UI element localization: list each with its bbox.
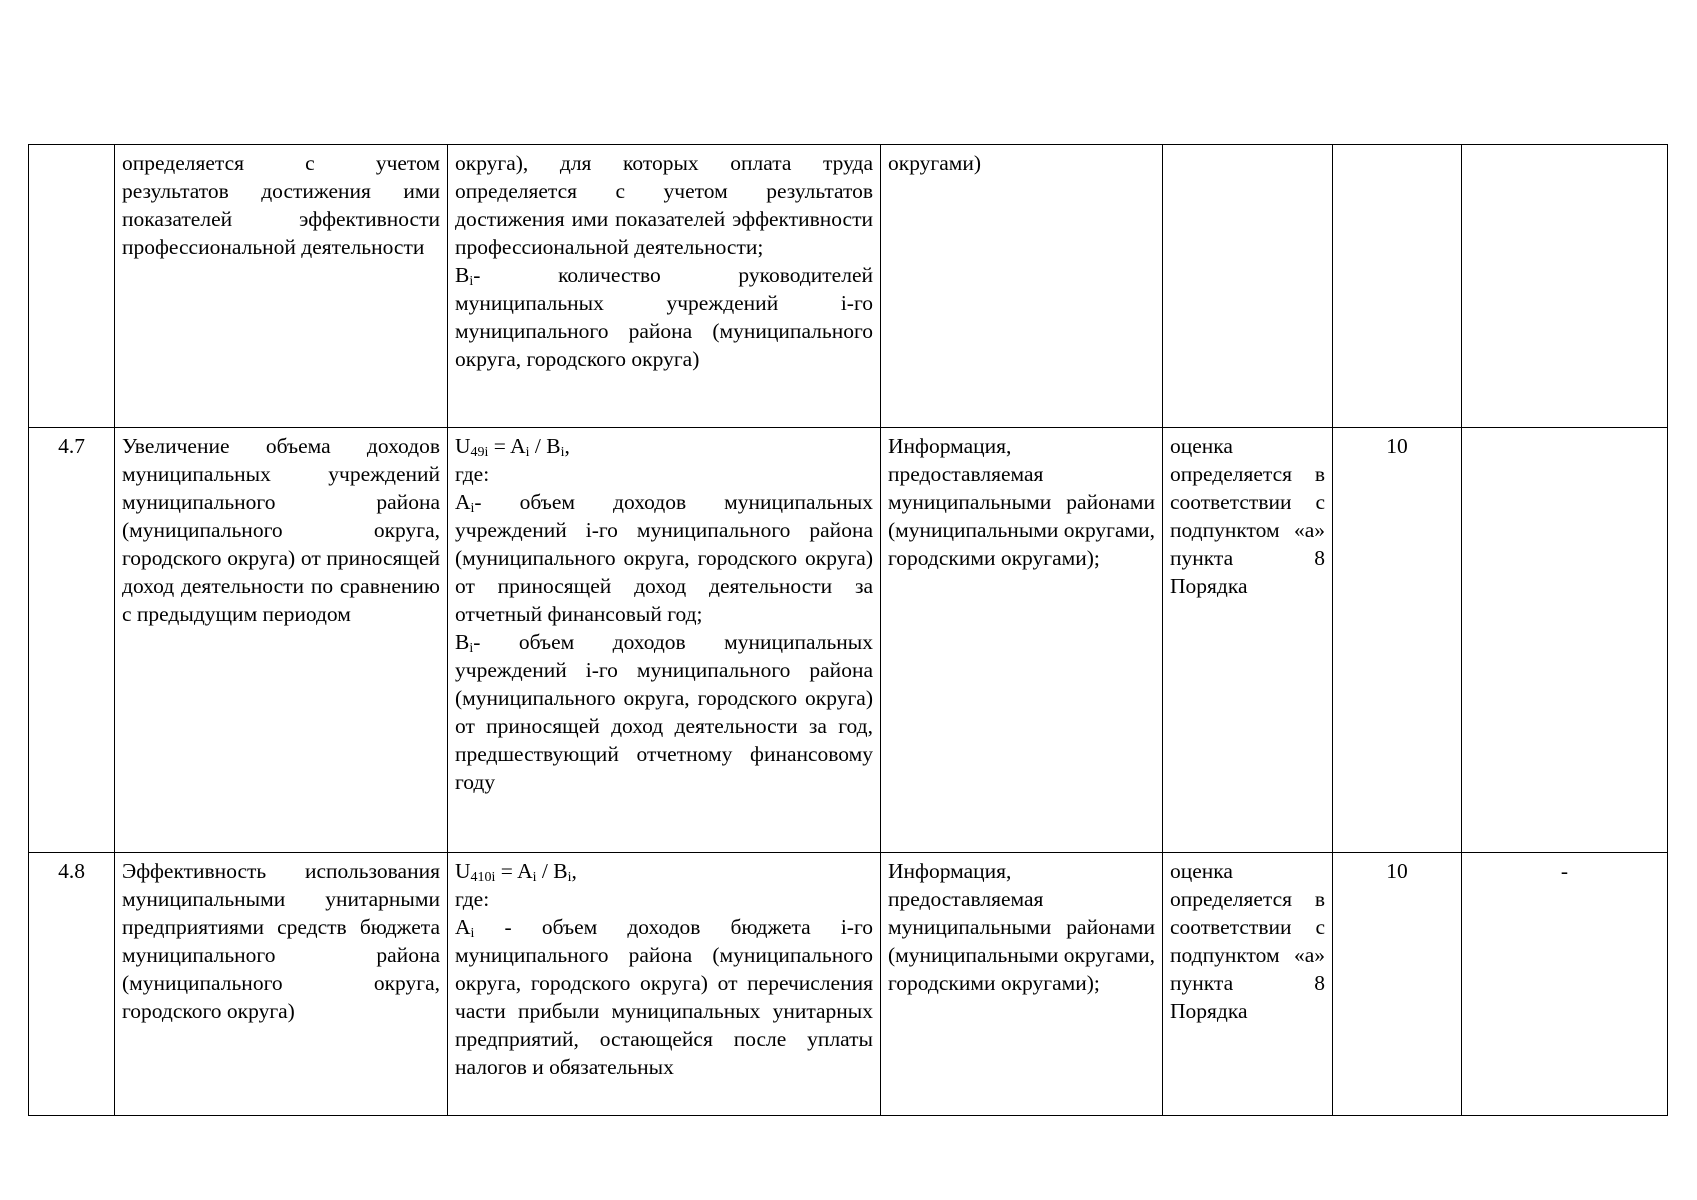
note-cell — [1462, 145, 1668, 428]
row-number-cell: 4.7 — [29, 428, 115, 853]
indicator-name-cell: Эффективность использования муниципальными унитарными предприятиями средств бюджета муниципального района (муниципального округа, городского округа) — [115, 853, 448, 1116]
note-cell: - — [1462, 853, 1668, 1116]
method-cell: оценка определяется в соответствии с подпунктом «а» пункта 8 Порядка — [1163, 428, 1333, 853]
table-row — [29, 145, 1668, 428]
note-cell — [1462, 428, 1668, 853]
method-cell: оценка определяется в соответствии с подпунктом «а» пункта 8 Порядка — [1163, 853, 1333, 1116]
calculation-cell — [448, 145, 881, 428]
where-label: где: — [455, 462, 490, 486]
points-cell: 10 — [1333, 428, 1462, 853]
row-number-cell — [29, 145, 115, 428]
calculation-cell — [448, 428, 881, 853]
calculation-cell — [448, 853, 881, 1116]
source-cell: Информация, предоставляемая муниципальными районами (муниципальными округами, городскими округами); — [881, 853, 1163, 1116]
indicators-table — [28, 144, 1668, 1116]
indicator-name-cell: Увеличение объема доходов муниципальных учреждений муниципального района (муниципального округа, городского округа) от приносящей доход деятельности по сравнению с предыдущим периодом — [115, 428, 448, 853]
row-number-cell: 4.8 — [29, 853, 115, 1116]
calculation-text: округа), для которых оплата труда определяется с учетом результатов достижения ими показателей эффективности профессиональной деятельности; — [455, 151, 873, 259]
definition-b: $B_i-$ объем доходов муниципальных учреждений i-го муниципального района (муниципального округа, городского округа) от приносящей доход деятельности за год, предшествующий отчетному финансовому году — [455, 630, 873, 794]
points-cell — [1333, 145, 1462, 428]
table-row — [29, 853, 1668, 1116]
source-cell: Информация, предоставляемая муниципальными районами (муниципальными округами, городскими округами); — [881, 428, 1163, 853]
definition-a: $A_i$ - объем доходов бюджета i-го муниципального района (муниципального округа, городского округа) от перечисления части прибыли муниципальных унитарных предприятий, остающейся после уплаты налогов и обязательных — [455, 915, 873, 1079]
definition-b: $B_i-$ количество руководителей муниципальных учреждений i-го муниципального района (муниципального округа, городского округа) — [455, 263, 873, 371]
table-row — [29, 428, 1668, 853]
where-label: где: — [455, 887, 490, 911]
method-cell — [1163, 145, 1333, 428]
source-cell: округами) — [881, 145, 1163, 428]
formula: $U_{49i} = A_i / B_i$, — [455, 434, 570, 460]
indicator-name-cell: определяется с учетом результатов достижения ими показателей эффективности профессиональной деятельности — [115, 145, 448, 428]
points-cell: 10 — [1333, 853, 1462, 1116]
formula: $U_{410i} = A_i / B_i$, — [455, 859, 577, 885]
definition-a: $A_i-$ объем доходов муниципальных учреждений i-го муниципального района (муниципального округа, городского округа) от приносящей доход деятельности за отчетный финансовый год; — [455, 490, 873, 626]
